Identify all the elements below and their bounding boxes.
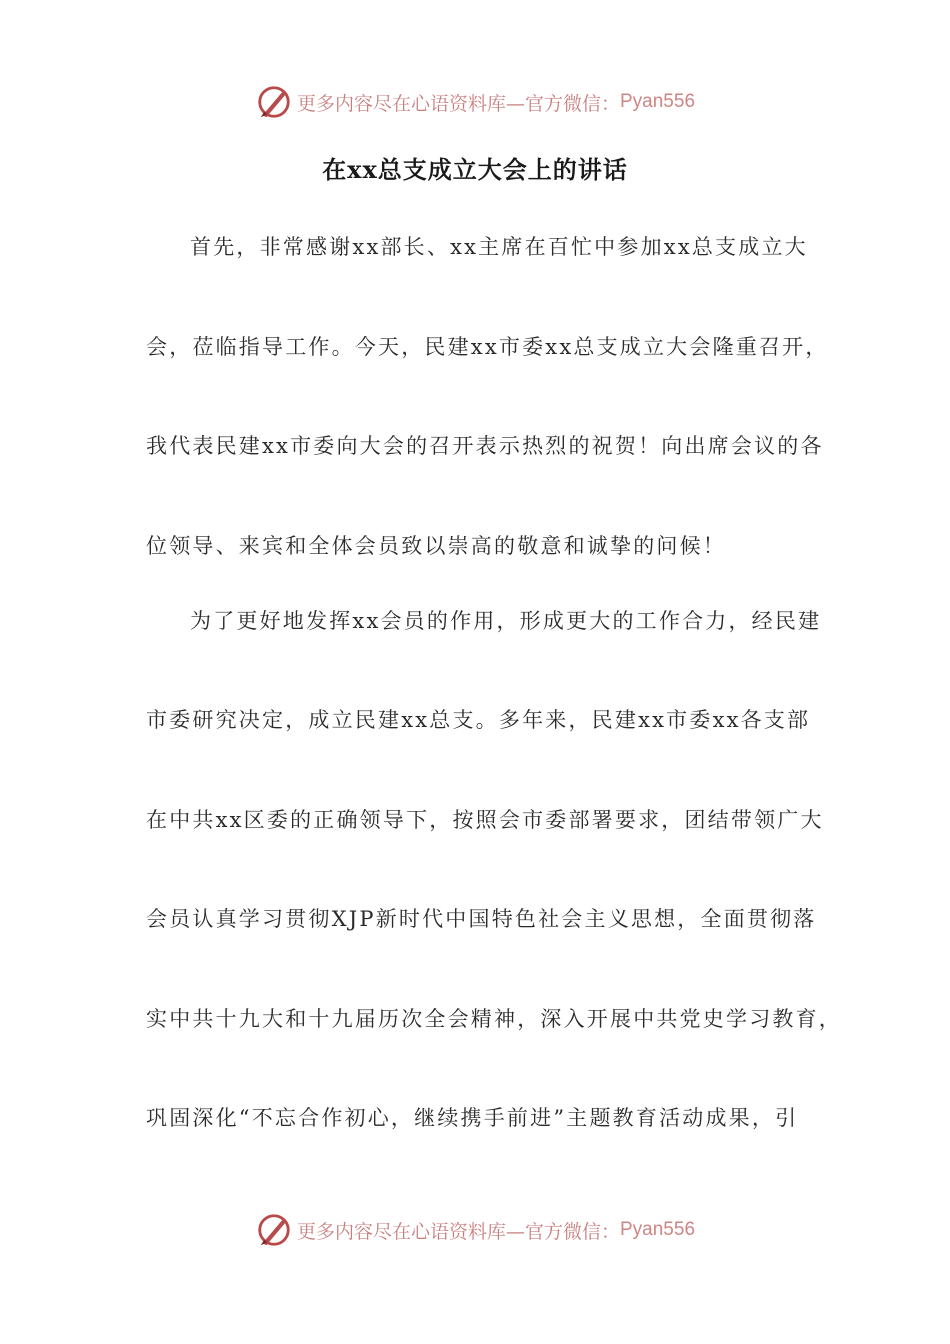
document-title: 在xx总支成立大会上的讲话	[322, 155, 628, 184]
paragraph-2-line-4: 会员认真学习贯彻XJP新时代中国特色社会主义思想，全面贯彻落	[146, 907, 817, 931]
pen-nib-circle-icon	[255, 1211, 293, 1249]
paragraph-2-line-1: 为了更好地发挥xx会员的作用，形成更大的工作合力，经民建	[190, 608, 822, 633]
paragraph-2-line-3: 在中共xx区委的正确领导下，按照会市委部署要求，团结带领广大	[146, 807, 824, 832]
paragraph-2-line-6: 巩固深化“不忘合作初心，继续携手前进”主题教育活动成果，引	[146, 1106, 799, 1130]
paragraph-2-line-2: 市委研究决定，成立民建xx总支。多年来，民建xx市委xx各支部	[146, 708, 811, 732]
banner-wechat-id: Pyan556	[620, 91, 696, 112]
paragraph-1-line-4: 位领导、来宾和全体会员致以崇高的敬意和诚挚的问候！	[146, 533, 726, 558]
pen-nib-circle-icon	[255, 83, 293, 121]
paragraph-1-line-2: 会，莅临指导工作。今天，民建xx市委xx总支成立大会隆重召开，	[146, 334, 829, 359]
footer-banner-wechat-id: Pyan556	[620, 1219, 696, 1240]
footer-banner-text: 更多内容尽在心语资料库—官方微信：	[296, 1220, 620, 1243]
header-banner	[0, 80, 950, 124]
document-body	[146, 222, 842, 1143]
paragraph-1-line-1: 首先，非常感谢xx部长、xx主席在百忙中参加xx总支成立大	[190, 235, 808, 259]
footer-banner	[0, 1208, 950, 1252]
paragraph-2-line-5: 实中共十九大和十九届历次全会精神，深入开展中共党史学习教育，	[146, 1006, 842, 1031]
banner-text: 更多内容尽在心语资料库—官方微信：	[296, 92, 620, 115]
paragraph-1-line-3: 我代表民建xx市委向大会的召开表示热烈的祝贺！向出席会议的各	[146, 434, 824, 458]
